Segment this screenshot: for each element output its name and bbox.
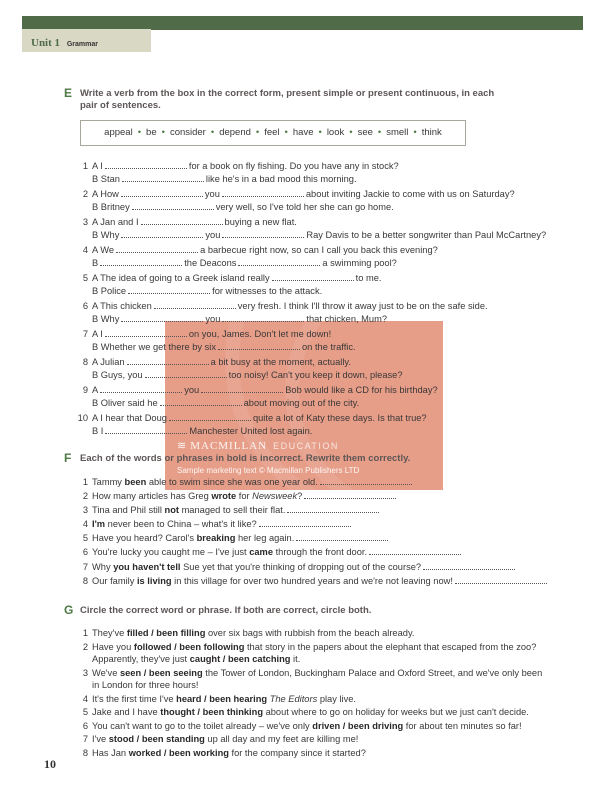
line-b (92, 425, 546, 438)
sentence-text: a swimming pool? (322, 257, 397, 268)
item-number: 3 (82, 505, 88, 516)
exercise-item (78, 328, 546, 356)
item-number: 2 (82, 641, 88, 652)
italic-title: The Editors (269, 693, 318, 704)
item-number: 5 (82, 533, 88, 544)
bold-phrase: is living (136, 575, 172, 586)
sentence-text: B Why (92, 313, 120, 324)
item-number: 6 (82, 720, 88, 731)
sentence-text: that story in the papers about the elephant that escaped from the zoo? Apparently, they've just (92, 641, 537, 664)
answer-blank (105, 161, 187, 169)
bold-phrase: thought / been thinking (160, 707, 263, 717)
exercise-item (78, 272, 546, 300)
answer-blank (121, 189, 203, 197)
bullet-icon: • (349, 127, 353, 138)
line-a (92, 356, 546, 369)
sentence-text: never been to China – what's it like? (105, 519, 257, 530)
answer-blank (455, 576, 547, 584)
sentence-text: A I hear that Doug (92, 413, 167, 423)
sentence-text: A I (92, 161, 103, 171)
line-b (92, 285, 546, 298)
answer-blank (160, 398, 242, 406)
exercise-letter: G (64, 603, 74, 617)
sentence-text: Our family (92, 575, 137, 586)
exercise-item (78, 216, 546, 244)
sentence-text: You're lucky you caught me – I've just (92, 547, 250, 558)
sentence-text: A How (92, 189, 119, 199)
sentence-text: like he's in a bad mood this morning. (205, 173, 357, 184)
item-number: 10 (77, 413, 88, 423)
sentence-text: about inviting Jackie to come with us on Saturday? (305, 189, 515, 199)
exercise-item (78, 693, 548, 706)
item-number: 1 (82, 477, 88, 487)
line-a (92, 188, 546, 201)
item-number: 4 (82, 519, 88, 530)
sentence-text: very fresh. I think I'll throw it away just to be on the safe side. (237, 301, 488, 311)
sentence-text: through the front door. (273, 547, 368, 558)
exercise-item (78, 706, 548, 719)
word-option: depend (219, 127, 251, 138)
macmillan-logo-icon: ≋ (177, 440, 187, 452)
exercise-e-list (78, 160, 546, 440)
answer-blank (369, 547, 461, 555)
item-number: 2 (82, 189, 88, 199)
answer-blank (423, 562, 515, 570)
header-bar (22, 16, 583, 30)
sentence-text: B Whether we get there by six (92, 341, 217, 352)
answer-blank (100, 258, 182, 266)
sentence-text: B Britney (92, 201, 130, 212)
exercise-item (78, 667, 548, 692)
sentence-text: to me. (355, 273, 382, 283)
exercise-f-list (78, 476, 549, 589)
exercise-item (78, 733, 548, 746)
sentence-text: Tammy (92, 477, 125, 487)
sentence-text: B Oliver said he (92, 397, 158, 408)
sentence-text: B Why (92, 229, 120, 240)
line-b (92, 341, 546, 354)
answer-blank (218, 342, 300, 350)
bullet-icon: • (161, 127, 165, 138)
bullet-icon: • (255, 127, 260, 138)
exercise-item (78, 160, 546, 188)
answer-blank (121, 230, 203, 238)
page-number: 10 (44, 757, 56, 771)
answer-blank (122, 174, 204, 182)
item-number: 8 (82, 575, 88, 586)
sentence-text: for the company since it started? (228, 747, 366, 758)
answer-blank (169, 413, 251, 421)
sentence-text: too noisy! Can't you keep it down, please? (228, 369, 403, 380)
sentence-text: Tina and Phil still (92, 505, 165, 516)
bold-phrase: caught / been catching (189, 654, 291, 664)
line-a (92, 160, 546, 173)
answer-blank (145, 370, 227, 378)
exercise-item (78, 188, 546, 216)
sentence-text: It's the first time I've (92, 693, 177, 704)
exercise-f-heading (64, 453, 514, 465)
exercise-item (78, 546, 549, 560)
sentence-text: on you, James. Don't let me down! (188, 329, 332, 339)
word-option: appeal (104, 127, 133, 138)
item-number: 1 (82, 161, 88, 171)
word-option: look (326, 127, 345, 138)
line-b (92, 229, 546, 242)
sentence-text: about moving out of the city. (243, 397, 360, 408)
item-number: 3 (82, 667, 88, 678)
line-a (92, 272, 546, 285)
sentence-text: quite a lot of Katy these days. Is that true? (252, 413, 427, 423)
bold-phrase: breaking (196, 533, 236, 544)
sentence-text: in this village for over two hundred years and we're not leaving now! (171, 575, 453, 586)
word-option: have (292, 127, 314, 138)
answer-blank (320, 477, 412, 485)
answer-blank (100, 385, 182, 393)
exercise-item (78, 356, 546, 384)
bullet-icon: • (413, 127, 417, 138)
item-number: 3 (82, 217, 88, 227)
bold-phrase: followed / been following (133, 641, 245, 652)
sentence-text: ? (297, 491, 303, 502)
exercise-item (78, 490, 549, 504)
answer-blank (287, 505, 379, 513)
line-a (92, 300, 546, 313)
exercise-item (78, 412, 546, 440)
sentence-text: for a book on fly fishing. Do you have any in stock? (188, 161, 399, 171)
line-b (92, 257, 546, 270)
sentence-text: for (236, 491, 253, 502)
exercise-item (78, 575, 549, 589)
bold-phrase: you haven't tell (113, 561, 181, 572)
exercise-item (78, 244, 546, 272)
exercise-e-heading (64, 88, 514, 112)
item-number: 6 (82, 547, 88, 558)
line-a (92, 244, 546, 257)
sentence-text: I've (92, 734, 109, 744)
sentence-text: over six bags with rubbish from the beach already. (205, 628, 415, 638)
section-label: Grammar (66, 41, 98, 48)
line-b (92, 201, 546, 214)
sentence-text: A We (92, 245, 115, 255)
sentence-text: A Julian (92, 357, 125, 367)
sentence-text: Sue yet that you're thinking of dropping out of the course? (180, 561, 422, 572)
sentence-text: you (205, 313, 221, 324)
sentence-text: They've (92, 628, 127, 638)
sentence-text: A Jan and I (92, 217, 139, 227)
sentence-text: How many articles has Greg (92, 491, 212, 502)
sentence-text: A This chicken (92, 301, 152, 311)
word-option: think (421, 127, 442, 138)
bold-phrase: seen / been seeing (119, 667, 203, 678)
sentence-text: very well, so I've told her she can go home. (215, 201, 394, 212)
unit-tab (22, 29, 151, 52)
sentence-text: B Guys, you (92, 369, 143, 380)
answer-blank (105, 426, 187, 434)
sentence-text: B I (92, 425, 104, 436)
sentence-text: Have you heard? Carol's (92, 533, 197, 544)
answer-blank (296, 533, 388, 541)
exercise-letter: F (64, 451, 72, 465)
bullet-icon: • (377, 127, 382, 138)
answer-blank (238, 258, 320, 266)
line-b (92, 173, 546, 186)
answer-blank (201, 385, 283, 393)
sentence-text: for about ten minutes so far! (403, 720, 522, 731)
sentence-text: you (205, 229, 221, 240)
watermark-notice: Sample marketing text © Macmillan Publishers LTD (177, 466, 360, 475)
sentence-text: managed to sell their flat. (178, 505, 286, 516)
exercise-item (78, 300, 546, 328)
answer-blank (222, 230, 304, 238)
line-a (92, 384, 546, 397)
sentence-text: a barbecue right now, so can I call you back this evening? (200, 245, 438, 255)
answer-blank (259, 519, 351, 527)
italic-title: Newsweek (252, 491, 298, 502)
bold-phrase: wrote (211, 491, 237, 502)
bullet-icon: • (318, 127, 322, 138)
answer-blank (222, 314, 304, 322)
exercise-item (78, 641, 548, 666)
item-number: 6 (82, 301, 88, 311)
exercise-g-list (78, 627, 548, 760)
sentence-text: able to swim since she was one year old. (146, 477, 318, 487)
word-option: be (146, 127, 157, 138)
sentence-text: You can't want to go to the toilet already – we've only (92, 720, 313, 731)
exercise-item (78, 532, 549, 546)
sentence-text: you (184, 385, 200, 395)
line-b (92, 313, 546, 326)
bold-phrase: been (124, 477, 147, 487)
answer-blank (127, 357, 209, 365)
item-number: 8 (82, 357, 88, 367)
watermark-brand: MACMILLAN (190, 440, 268, 452)
exercise-letter: E (64, 86, 73, 100)
sentence-text: you (204, 189, 220, 199)
line-b (92, 369, 546, 382)
exercise-instruction: Each of the words or phrases in bold is incorrect. Rewrite them correctly. (80, 453, 411, 464)
exercise-instruction: Write a verb from the box in the correct form, present simple or present continuous, in each pair of sentences. (80, 88, 495, 111)
sentence-text: B Police (92, 285, 127, 296)
sentence-text: on the traffic. (302, 341, 356, 352)
exercise-item (78, 504, 549, 518)
sentence-text: buying a new flat. (224, 217, 297, 227)
answer-blank (128, 286, 210, 294)
answer-blank (121, 314, 203, 322)
answer-blank (116, 245, 198, 253)
sentence-text: play live. (317, 693, 356, 704)
sentence-text: about where to go on holiday for weeks but we just can't decide. (263, 707, 529, 717)
answer-blank (154, 301, 236, 309)
sentence-text: Why (92, 561, 114, 572)
sentence-text: B (92, 257, 99, 268)
bold-phrase: stood / been standing (108, 734, 205, 744)
exercise-instruction: Circle the correct word or phrase. If both are correct, circle both. (80, 605, 372, 616)
sentence-text: Have you (92, 641, 134, 652)
line-b (92, 397, 546, 410)
sentence-text: up all day and my feet are killing me! (204, 734, 359, 744)
unit-label: Unit 1 (31, 37, 61, 49)
sentence-text: the Deacons (184, 257, 237, 268)
exercise-item (78, 518, 549, 532)
answer-blank (222, 189, 304, 197)
sentence-text: that chicken, Mum? (306, 313, 387, 324)
item-number: 5 (82, 707, 88, 717)
word-option: see (357, 127, 373, 138)
sentence-text: Jake and I have (92, 707, 161, 717)
answer-blank (141, 217, 223, 225)
sentence-text: Ray Davis to be a better songwriter than Paul McCartney? (306, 229, 547, 240)
exercise-g-heading (64, 605, 514, 617)
sentence-text: the Tower of London, Buckingham Palace and Oxford Street, and we've only been in London for three hours! (92, 667, 543, 690)
item-number: 7 (82, 561, 88, 572)
line-a (92, 328, 546, 341)
exercise-item (78, 561, 549, 575)
line-a (92, 412, 546, 425)
sentence-text: A (92, 385, 99, 395)
exercise-item (78, 476, 549, 490)
sentence-text: Bob would like a CD for his birthday? (285, 385, 438, 395)
sentence-text: A I (92, 329, 103, 339)
item-number: 5 (82, 273, 88, 283)
answer-blank (304, 491, 396, 499)
line-a (92, 216, 546, 229)
sentence-text: Manchester United lost again. (189, 425, 313, 436)
bold-phrase: filled / been filling (126, 628, 206, 638)
item-number: 9 (82, 385, 88, 395)
bold-phrase: came (249, 547, 273, 558)
item-number: 4 (82, 245, 88, 255)
answer-blank (132, 202, 214, 210)
answer-blank (272, 273, 354, 281)
sentence-text: her leg again. (235, 533, 295, 544)
bold-phrase: heard / been hearing (176, 693, 268, 704)
item-number: 2 (82, 491, 88, 502)
word-box (80, 120, 466, 146)
exercise-item (78, 627, 548, 640)
sentence-text: it. (290, 654, 301, 664)
sentence-text: A The idea of going to a Greek island really (92, 273, 270, 283)
bullet-icon: • (210, 127, 215, 138)
word-option: consider (169, 127, 206, 138)
bold-phrase: driven / been driving (312, 720, 404, 731)
bold-phrase: worked / been working (128, 747, 229, 758)
answer-blank (105, 329, 187, 337)
item-number: 7 (82, 734, 88, 744)
bold-phrase: I'm (92, 519, 106, 530)
sentence-text: a bit busy at the moment, actually. (210, 357, 351, 367)
exercise-item (78, 720, 548, 733)
bold-phrase: not (164, 505, 179, 516)
item-number: 8 (82, 747, 88, 758)
item-number: 4 (82, 693, 88, 704)
sentence-text: Has Jan (92, 747, 129, 758)
word-option: feel (264, 127, 280, 138)
exercise-item (78, 747, 548, 760)
bullet-icon: • (284, 127, 288, 138)
item-number: 1 (82, 628, 88, 638)
sentence-text: B Stan (92, 173, 120, 184)
word-option: smell (386, 127, 409, 138)
bullet-icon: • (137, 127, 142, 138)
exercise-item (78, 384, 546, 412)
sentence-text: for witnesses to the attack. (212, 285, 323, 296)
item-number: 7 (82, 329, 88, 339)
watermark-sub: EDUCATION (273, 441, 339, 451)
sentence-text: We've (92, 667, 120, 678)
